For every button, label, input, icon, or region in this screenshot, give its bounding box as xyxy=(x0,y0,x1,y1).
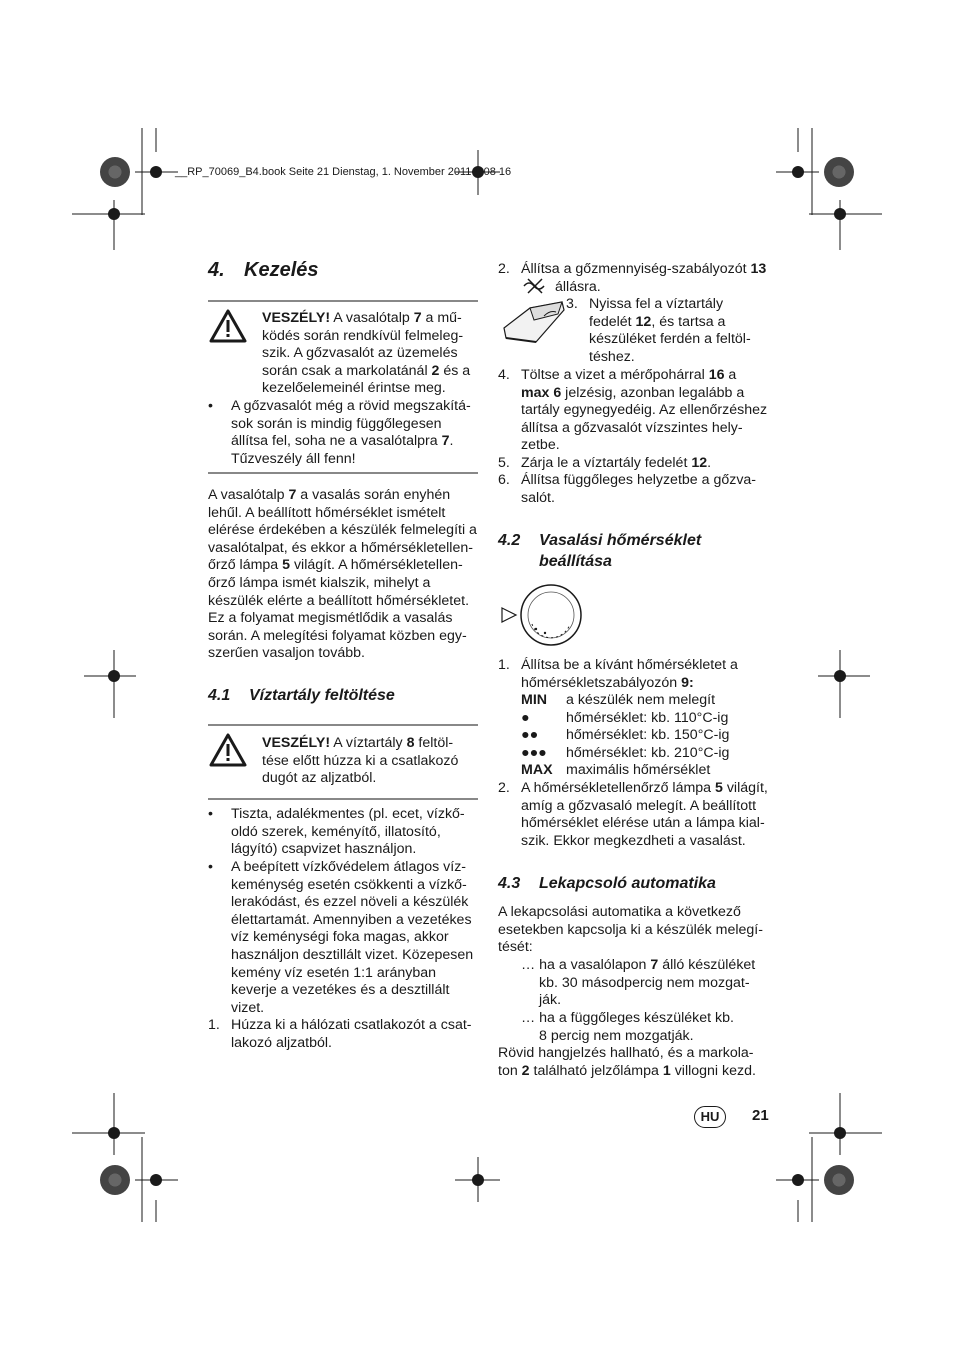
text-line: lakozó aljzatból. xyxy=(231,1034,332,1051)
text-line: tése előtt húzza ki a csatlakozó xyxy=(262,752,459,769)
text-line: max 6 jelzésig, azonban legalább a xyxy=(521,384,745,401)
list-marker: • xyxy=(208,859,213,875)
text-line: fedelét 12, és tartsa a xyxy=(589,313,726,330)
steam-off-symbol-icon xyxy=(522,278,550,294)
text-line: vizet. xyxy=(231,999,265,1016)
text-line: használjon desztillált vizet. Közepesen xyxy=(231,946,474,963)
text-line: 1. Állítsa be a kívánt hőmérsékletet a xyxy=(498,657,738,673)
text-line: őrző lámpa 5 világít. A hőmérsékletellen- xyxy=(208,557,463,574)
page-number: 21 xyxy=(752,1107,769,1124)
text-line: tését: xyxy=(498,939,533,956)
heating-paragraph xyxy=(208,487,478,663)
step-open-tank xyxy=(566,296,766,366)
temp-key: ● xyxy=(521,709,530,726)
text-line: 2. A hőmérsékletellenőrző lámpa 5 világít, xyxy=(498,780,768,796)
warning1-bullet xyxy=(208,398,478,468)
text-line: kemény víz esetén 1:1 arányban xyxy=(231,964,437,981)
text-line: tartály egynegyedéig. Az ellenőrzéshez xyxy=(521,402,768,419)
warning1-text xyxy=(262,310,476,398)
text-line: során csak a markolatánál 2 és a xyxy=(262,362,471,379)
text-line: állásra. xyxy=(555,278,601,295)
auto-off-intro xyxy=(498,904,770,957)
temp-row xyxy=(521,745,771,763)
temp-key: MAX xyxy=(521,762,553,779)
warning-top-rule xyxy=(208,300,478,302)
list-marker: 1. xyxy=(498,657,510,673)
list-marker: 3. xyxy=(566,296,578,312)
text-line: lehűl. A beállított hőmérséklet ismételt xyxy=(208,504,446,521)
text-line: 4. Töltse a vizet a mérőpohárral 16 a xyxy=(498,367,737,383)
section-number: 4. xyxy=(208,259,225,281)
list-marker: • xyxy=(208,806,213,822)
text-line: 1. Húzza ki a hálózati csatlakozót a csat- xyxy=(208,1017,472,1033)
text-line: 5. Zárja le a víztartály fedelét 12. xyxy=(498,455,712,471)
subsection-number: 4.1 xyxy=(208,687,231,704)
text-line: sok során is mindig függőlegesen xyxy=(231,415,442,432)
text-line: víz keménységi foka magas, akkor xyxy=(231,929,449,946)
list-marker: 2. xyxy=(498,780,510,796)
subsection-title: Víztartály feltöltése xyxy=(249,687,395,704)
temp-key: ●● xyxy=(521,727,539,744)
text-line: szik. A gőzvasalót az üzemelés xyxy=(262,345,458,362)
subsection-number: 4.3 xyxy=(498,875,521,892)
list-marker: 1. xyxy=(208,1017,220,1033)
text-line: esetekben kapcsolja ki a készülék melegí- xyxy=(498,921,763,938)
section-title: Kezelés xyxy=(244,259,319,281)
section-heading xyxy=(208,259,319,282)
text-line: oldó szerek, keményítő, illatosító, xyxy=(231,823,441,840)
list-marker: • xyxy=(208,398,213,414)
auto-off-outro xyxy=(498,1045,770,1080)
text-line: keverje a vezetékes és a desztillált xyxy=(231,982,450,999)
temperature-table xyxy=(521,692,771,780)
text-line: készüléket ferdén a feltöl- xyxy=(589,331,751,348)
list-marker: 4. xyxy=(498,367,510,383)
bullet-tap-water xyxy=(208,806,478,859)
temperature-dial-icon xyxy=(500,584,586,646)
text-line: elérése érdekében a készülék felmelegíti a xyxy=(208,522,477,539)
text-line: során. A melegítési folyamat közben egy- xyxy=(208,627,467,644)
text-line: VESZÉLY! A vasalótalp 7 a mű- xyxy=(262,310,462,326)
text-line: salót. xyxy=(521,489,555,506)
subsection-title: Vasalási hőmérséklet xyxy=(539,532,702,549)
temp-row xyxy=(521,710,771,728)
text-line: állítsa fel, soha ne a vasalótalpra 7. xyxy=(231,433,454,450)
text-line: 6. Állítsa függőleges helyzetbe a gőzva- xyxy=(498,472,757,488)
warning2-text xyxy=(262,735,476,788)
warning-bottom-rule xyxy=(208,472,478,474)
text-line: hőmérséklet elérése után a lámpa kial- xyxy=(521,815,765,832)
text-line: lerakódást, és ezzel növeli a készülék xyxy=(231,894,469,911)
text-line: 3. Nyissa fel a víztartály xyxy=(566,296,724,312)
warning2-bottom-rule xyxy=(208,798,478,800)
auto-off-case-1 xyxy=(521,957,771,1010)
list-marker: 5. xyxy=(498,455,510,471)
text-line: készülék elérte a beállított hőmérsékletet. xyxy=(208,592,470,609)
auto-off-case-2 xyxy=(521,1010,771,1045)
text-line: ton 2 található jelzőlámpa 1 villogni kezd. xyxy=(498,1062,756,1079)
text-line: téshez. xyxy=(589,348,635,365)
text-line: VESZÉLY! A víztartály 8 feltöl- xyxy=(262,735,454,751)
bullet-limescale xyxy=(208,859,478,1017)
step-unplug xyxy=(208,1017,478,1052)
text-line: … ha a függőleges készüléket kb. xyxy=(521,1010,734,1026)
subsection-heading-4-3 xyxy=(498,873,716,894)
text-line: A lekapcsolási automatika a következő xyxy=(498,904,741,920)
text-line: őrző lámpa ismét kialszik, mihelyt a xyxy=(208,574,431,591)
temp-key: MIN xyxy=(521,692,548,708)
text-line: A vasalótalp 7 a vasalás során enyhén xyxy=(208,487,451,503)
text-line: élettartamát. Amennyiben a vezetékes xyxy=(231,911,472,928)
text-line: állítsa a gőzvasalót vízszintes hely- xyxy=(521,419,743,436)
text-line: Ez a folyamat megismétlődik a vasalás xyxy=(208,610,453,627)
step-set-temperature xyxy=(498,657,770,692)
text-line: lágyító) csapvizet használjon. xyxy=(231,841,417,858)
temp-key: ●●● xyxy=(521,744,547,761)
subsection-heading-4-2 xyxy=(498,530,701,572)
text-line: amíg a gőzvasaló melegít. A beállított xyxy=(521,797,757,814)
print-header: __RP_70069_B4.book Seite 21 Dienstag, 1. November 2011 4:08 16 xyxy=(175,166,512,178)
temp-text: maximális hőmérséklet xyxy=(566,762,711,779)
text-line: szik. Ekkor megkezdheti a vasalást. xyxy=(521,832,746,849)
text-line: hőmérsékletszabályozón 9: xyxy=(521,674,694,691)
temp-text: a készülék nem melegít xyxy=(566,692,716,708)
warning2-top-rule xyxy=(208,724,478,726)
subsection-title: Lekapcsoló automatika xyxy=(539,875,716,892)
temp-row xyxy=(521,727,771,745)
subsection-title-line2: beállítása xyxy=(539,553,612,570)
list-marker: 6. xyxy=(498,472,510,488)
text-line: kb. 30 másodpercig nem mozgat- xyxy=(539,974,750,991)
language-badge: HU xyxy=(694,1106,726,1128)
temp-text: hőmérséklet: kb. 110°C-ig xyxy=(566,709,729,726)
text-line: dugót az aljzatból. xyxy=(262,770,377,787)
step-close-lid xyxy=(498,455,770,473)
text-line: • A gőzvasalót még a rövid megszakítá- xyxy=(208,398,471,414)
temp-row xyxy=(521,762,771,780)
subsection-number: 4.2 xyxy=(498,532,521,549)
temp-text: hőmérséklet: kb. 210°C-ig xyxy=(566,744,730,761)
text-line: kezelőelemeinél érintse meg. xyxy=(262,380,446,397)
text-line: Tűzveszély áll fenn! xyxy=(231,450,356,467)
text-line: • A beépített vízkővédelem átlagos víz- xyxy=(208,859,467,875)
text-line: zetbe. xyxy=(521,437,560,454)
step-control-lamp xyxy=(498,780,770,850)
temp-row xyxy=(521,692,771,710)
text-line: ködés során rendkívül felmeleg- xyxy=(262,327,464,344)
text-line: Rövid hangjelzés hallható, és a markola- xyxy=(498,1045,754,1061)
temp-text: hőmérséklet: kb. 150°C-ig xyxy=(566,727,730,744)
text-line: … ha a vasalólapon 7 álló készüléket xyxy=(521,957,756,973)
text-line: vasalótalpat, és ekkor a hőmérsékletellen- xyxy=(208,539,473,556)
subsection-heading-4-1 xyxy=(208,685,395,706)
text-line: 2. Állítsa a gőzmennyiség-szabályozót 13 xyxy=(498,261,767,277)
text-line: 8 percig nem mozgatják. xyxy=(539,1027,694,1044)
text-line: szerűen vasaljon tovább. xyxy=(208,645,365,662)
tilted-iron-illustration xyxy=(500,298,568,348)
warning-icon xyxy=(209,733,247,767)
list-marker: 2. xyxy=(498,261,510,277)
step-upright xyxy=(498,472,770,507)
text-line: keménység esetén csökkenti a vízkő- xyxy=(231,876,467,893)
step-fill-water xyxy=(498,367,770,455)
text-line: • Tiszta, adalékmentes (pl. ecet, vízkő- xyxy=(208,806,465,822)
warning-icon xyxy=(209,309,247,343)
text-line: ják. xyxy=(539,992,562,1009)
